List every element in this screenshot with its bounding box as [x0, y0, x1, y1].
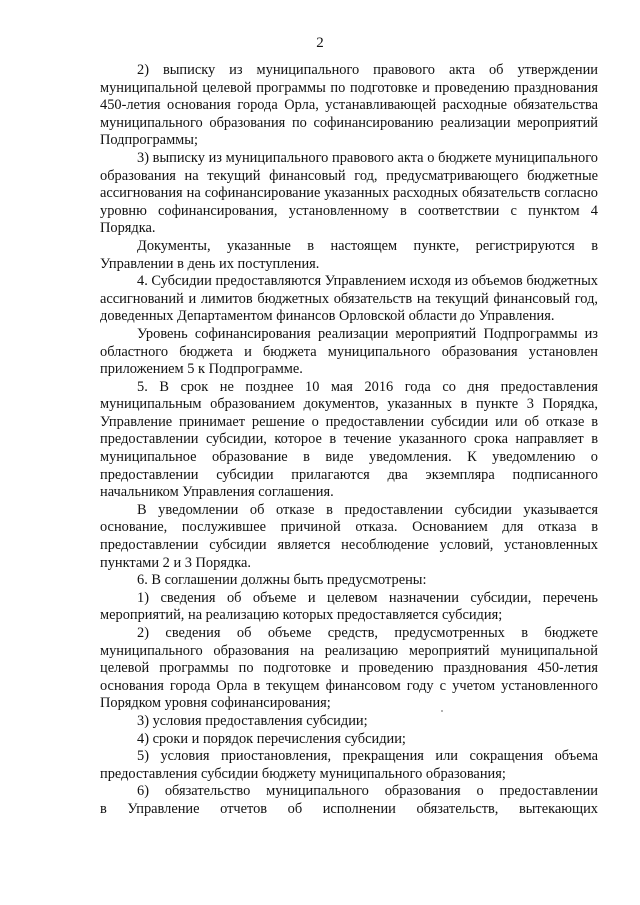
paragraph-item-5-decision: 5. В срок не позднее 10 мая 2016 года со дня предоставления муниципальным образованием документов, указанных в пункте 3 Порядка, Управление принимает решение о предоставлении субсидии или об отказе в предоставлении субсидии, которое в течение указанного срока направляет в муниципальное образование в виде уведомления. К уведомлению о предоставлении субсидии прилагаются два экземпляра подписанного начальником Управления соглашения. [100, 378, 598, 501]
list-item-6-continuation: в Управление отчетов об исполнении обязательств, вытекающих [100, 800, 598, 817]
paragraph-registration: Документы, указанные в настоящем пункте, регистрируются в Управлении в день их поступления. [100, 237, 598, 272]
paragraph-refusal-notice: В уведомлении об отказе в предоставлении субсидии указывается основание, послужившее причиной отказа. Основанием для отказа в предоставлении субсидии является несоблюдение условий, установленных пунктами 2 и 3 Порядка. [100, 501, 598, 571]
list-item-3: 3) условия предоставления субсидии; [137, 712, 368, 729]
list-item-2: 2) сведения об объеме средств, предусмотренных в бюджете муниципального образования на реализацию мероприятий муниципальной целевой программы по подготовке и проведению празднования 450-летия основания города Орла в текущем финансовом году с учетом установленного Порядком уровня софинансирования; [100, 625, 598, 712]
paragraph-statement-budget-act: 3) выписку из муниципального правового акта о бюджете муниципального образования на текущий финансовый год, предусматривающего бюджетные ассигнования на софинансирование указанных расходных обязательств согласно уровню софинансирования, установленному в соответствии с пунктом 4 Порядка. [100, 149, 598, 237]
page-number: 2 [316, 35, 324, 51]
document-body [100, 62, 598, 819]
list-item-1: 1) сведения об объеме и целевом назначении субсидии, перечень мероприятий, на реализацию которых предоставляется субсидия; [100, 589, 598, 624]
list-item-4: 4) сроки и порядок перечисления субсидии; [137, 730, 406, 747]
list-item-5: 5) условия приостановления, прекращения или сокращения объема предоставления субсидии бюджету муниципального образования; [100, 748, 598, 782]
paragraph-item-4-subsidies: 4. Субсидии предоставляются Управлением исходя из объемов бюджетных ассигнований и лимитов бюджетных обязательств на текущий финансовый год, доведенных Департаментом финансов Орловской области до Управления. [100, 273, 598, 325]
scan-speck [441, 710, 443, 712]
paragraph-item-6-agreement: 6. В соглашении должны быть предусмотрены: [137, 572, 427, 589]
paragraph-cofinancing-level: Уровень софинансирования реализации мероприятий Подпрограммы из областного бюджета и бюджета муниципального образования установлен приложением 5 к Подпрограмме. [100, 325, 598, 378]
paragraph-statement-program-act: 2) выписку из муниципального правового акта об утверждении муниципальной целевой программы по подготовке и проведению празднования 450-летия основания города Орла, устанавливающей расходные обязательства муниципального образования по софинансированию реализации мероприятий Подпрограммы; [100, 62, 598, 149]
list-item-6: 6) обязательство муниципального образования о предоставлении [137, 783, 598, 800]
